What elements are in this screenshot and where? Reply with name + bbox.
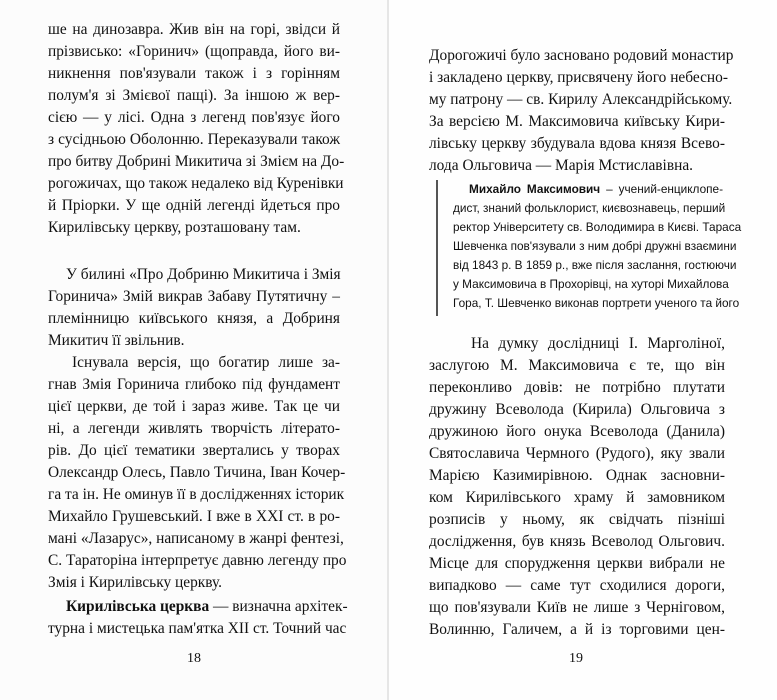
text-line: мані «Лазарус», написаному в жанрі фентезі, (48, 530, 344, 547)
text-line: прізвисько: «Горинич» (щоправда, його ви- (48, 43, 340, 60)
text-line: Олександр Олесь, Павло Тичина, Іван Кочер- (48, 464, 346, 481)
text-line: Святославича Чермного (Рудого), яку звали (429, 445, 725, 462)
note-line-with-name (469, 180, 723, 199)
text-line: лівську церкву збудувала вдова князя Всево- (429, 135, 725, 152)
text-line: Дорогожичі було засновано родовий монастир (429, 47, 734, 64)
text-line: На думку дослідниці І. Марголіної, (471, 335, 725, 352)
text-line: дослідження, був князь Всеволод Ольгович. (429, 533, 725, 550)
text-line: лода Ольговича — Марія Мстиславівна. (429, 157, 693, 174)
left-page (0, 0, 388, 700)
text-line: Кирилівську церкву, розташовану там. (48, 219, 301, 236)
text-line: никнення пов'язували також і з горінням (48, 65, 340, 82)
text-line: га та ін. Не оминув її в дослідженнях історик (48, 486, 345, 503)
text-line: розписів у ньому, як свідчать пізніші (429, 511, 725, 528)
text-line: Волинню, Галичем, а й із торговими цен- (429, 621, 725, 638)
text-line: сією — у лісі. Одна з легенд пов'язує його (48, 109, 340, 126)
text-line: ше на динозавра. Жив він на горі, звідси й (48, 21, 340, 38)
text-line: дружиною його онука Всеволода (Данила) (429, 423, 725, 440)
text-line: му патрону — св. Кирилу Александрійському. (429, 91, 733, 108)
text-line: племінницю київського князя, а Добриня (48, 310, 340, 327)
text-line: цієї церкви, де той і зараз живе. Так це чи (48, 398, 340, 415)
text-line: рогожичах, що також недалеко від Куренівки (48, 175, 344, 192)
text-line: Микитич її звільнив. (48, 332, 185, 349)
text-line: переконливо довів: не потрібно плутати (429, 379, 725, 396)
note-line: від 1843 р. В 1859 р., вже після заслання, гостюючи (453, 258, 737, 272)
text-line: ні, а легенди живлять творчість літерато- (48, 420, 340, 437)
text-line: про битву Добрині Микитича зі Змієм на До- (48, 153, 345, 170)
text-line: Змія і Кирилівську церкву. (48, 574, 222, 591)
note-line: ректор Університету св. Володимира в Києві. Тараса (453, 220, 742, 234)
text-line: дружину Всеволода (Кирила) Ольговича з (429, 401, 725, 418)
text-line: Існувала версія, що богатир лише за- (72, 354, 340, 371)
text-line: ком Кирилівського храму й замовником (429, 489, 725, 506)
text-line: рів. До цієї тематики звертались у творах (48, 442, 340, 459)
note-line: Гора, Т. Шевченко виконав портрети ученого та його (453, 296, 740, 310)
page-number: 19 (569, 651, 583, 666)
text-line: заслугою М. Максимовича є те, що він (429, 357, 725, 374)
text-line: гнав Змія Горинича глибоко під фундамент (48, 376, 340, 393)
text-line: випадково — саме тут сходилися дороги, (429, 577, 725, 594)
note-name: Михайло Максимович (469, 182, 601, 196)
note-line: у Максимовича в Прохорівці, на хуторі Михайлова (453, 277, 729, 291)
text-line: полум'я зі Змієвої пащі). За іншою ж вер- (48, 87, 340, 104)
text-line: що пов'язували Київ не лише з Черніговом, (429, 599, 725, 616)
text-line: С. Тараторіна інтерпретує давню легенду про (48, 552, 347, 569)
text-line: Місце для спорудження церкви вибрали не (429, 555, 725, 572)
bold-term: Кирилівська церква (66, 598, 210, 615)
text-line: турна і мистецька пам'ятка ХІІ ст. Точний час (48, 620, 347, 637)
text-line: Михайло Грушевський. І вже в ХХІ ст. в ро- (48, 508, 340, 525)
note-line: Шевченка пов'язували з ним добрі дружні взаємини (453, 239, 737, 253)
text-line: і закладено церкву, присвячену його небесно- (429, 69, 728, 86)
page-number: 18 (187, 651, 201, 666)
text-line: й Пріорки. У ще одній легенді йдеться про (48, 197, 340, 214)
text-line-with-term (66, 596, 348, 618)
text-line: За версією М. Максимовича київську Кири- (429, 113, 725, 130)
text-line: Марією Казимирівною. Однак засновни- (429, 467, 725, 484)
text-line: У билині «Про Добриню Микитича і Змія (66, 266, 341, 283)
right-page (389, 0, 777, 700)
text-line: Горинича» Змій викрав Забаву Путятичну – (48, 288, 340, 305)
note-line: дист, знаний фольклорист, києвознавець, перший (453, 201, 726, 215)
text-line: з сусідньою Оболонню. Переказували також (48, 131, 340, 148)
term-rest: — визначна архітек- (209, 598, 348, 615)
note-name-rest: – учений-енциклопе- (600, 182, 724, 196)
note-margin-bar (436, 180, 438, 316)
